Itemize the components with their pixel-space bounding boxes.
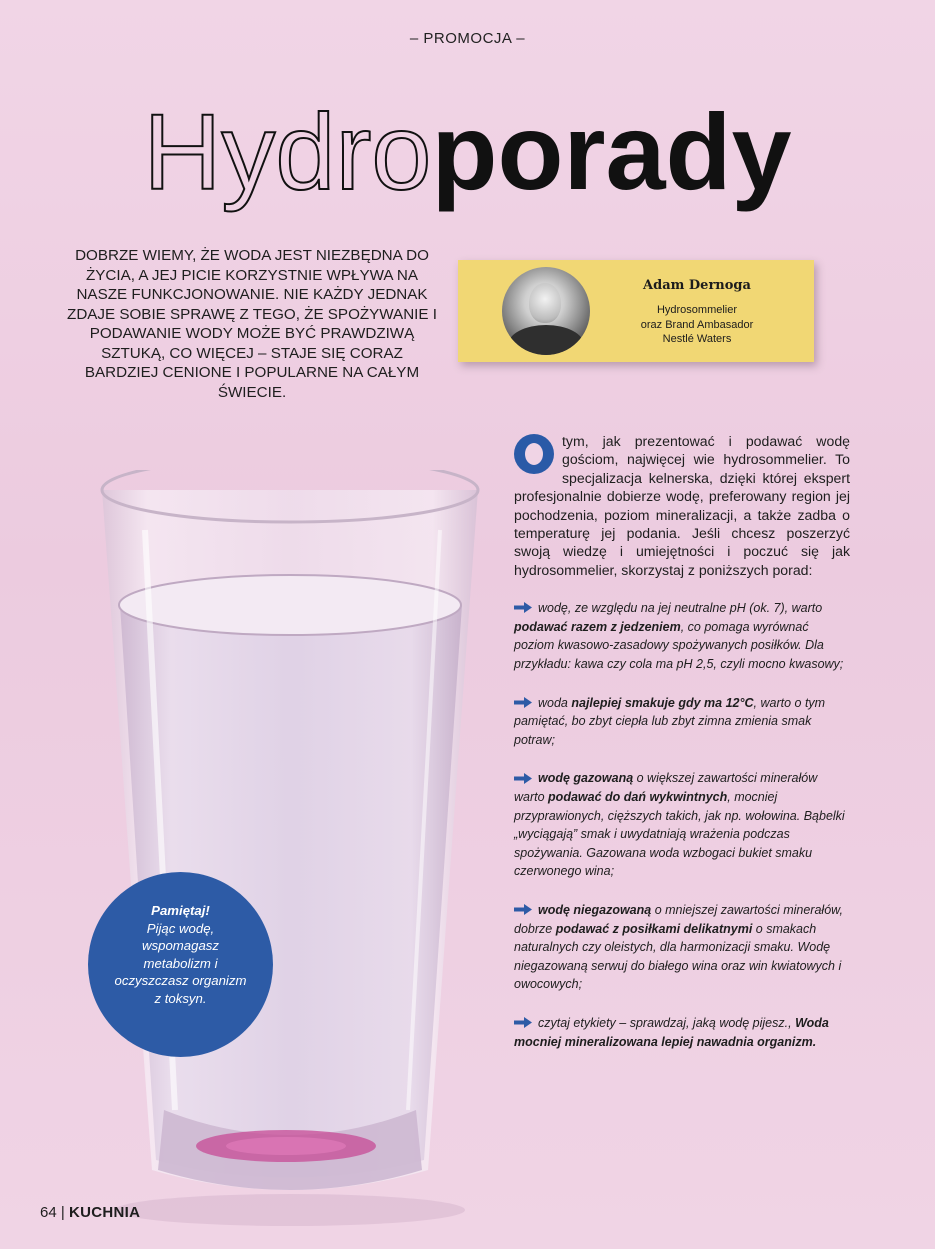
avatar xyxy=(502,267,590,355)
tip-emphasis: wodę gazowaną xyxy=(538,771,634,786)
tip-emphasis: Woda mocniej mineralizowana lepiej nawadnia organizm. xyxy=(514,1015,829,1049)
expert-role xyxy=(608,303,786,347)
tip-item xyxy=(514,1014,850,1051)
tip-emphasis: najlepiej smakuje gdy ma 12°C xyxy=(571,695,754,710)
tip-emphasis: podawać do dań wykwintnych xyxy=(548,790,728,804)
tip-item xyxy=(514,694,850,750)
tip-item xyxy=(514,901,850,994)
water-glass-illustration xyxy=(90,470,490,1230)
tip-text: wodę, ze względu na jej neutralne pH (ok. 7), warto xyxy=(538,601,823,616)
page-footer xyxy=(40,1204,140,1221)
expert-role-line: oraz Brand Ambasador xyxy=(640,318,754,331)
section-name: KUCHNIA xyxy=(68,1204,141,1221)
promo-label: – PROMOCJA – xyxy=(409,30,526,47)
expert-name: Adam Dernoga xyxy=(643,278,751,293)
tip-text: , warto o tym pamiętać, bo zbyt ciepła lub zbyt zimna zmienia smak potraw; xyxy=(514,695,826,747)
tip-text: o smakach naturalnych czy oleistych, dla harmonizacji smaku. Wodę niegazowaną serwuj do białego wina oraz win kwiatowych i owocowych; xyxy=(514,921,842,992)
avatar-head xyxy=(529,283,561,323)
reminder-text: Pijąc wodę, wspomagasz metabolizm i oczyszczasz organizm z toksyn. xyxy=(114,920,247,1006)
avatar-shoulders xyxy=(508,325,584,355)
intro-text: DOBRZE WIEMY, ŻE WODA JEST NIEZBĘDNA DO ŻYCIA, A JEJ PICIE KORZYSTNIE WPŁYWA NA NASZE FUNKCJONOWANIE. NIE KAŻDY JEDNAK ZDAJE SOBIE SPRAWĘ Z TEGO, ŻE SPOŻYWANIE I PODAWANIE WODY MOŻE BYĆ PRAWDZIWĄ SZTUKĄ, CO WIĘCEJ – STAJE SIĘ CORAZ BARDZIEJ CENIONE I POPULARNE NA CAŁYM ŚWIECIE. xyxy=(67,247,437,401)
arrow-right-icon xyxy=(514,773,532,784)
page-title xyxy=(0,91,935,212)
tip-text: czytaj etykiety – sprawdzaj, jaką wodę pijesz., xyxy=(538,1015,796,1030)
title-bold: porady xyxy=(431,91,792,212)
tip-emphasis: wodę niegazowaną xyxy=(538,902,652,917)
lead-paragraph xyxy=(514,432,850,579)
tip-text: woda xyxy=(538,695,572,710)
reminder-title: Pamiętaj! xyxy=(151,903,210,918)
tip-text: o mniejszej zawartości minerałów, dobrze xyxy=(514,902,843,936)
expert-role-line: Nestlé Waters xyxy=(662,333,732,345)
page-number: 64 xyxy=(40,1204,57,1221)
title-outline: Hydro xyxy=(143,91,432,212)
article-body xyxy=(514,432,850,1051)
tip-text: , mocniej przyprawionych, cięższych takich, jak np. wołowina. Bąbelki „wyciągają” smak i uwydatniają wrażenia podczas spożywania. Gazowana woda wzbogaci bukiet smaku czerwonego wina; xyxy=(514,790,845,879)
expert-card xyxy=(458,260,814,362)
reminder-badge xyxy=(88,872,273,1057)
tip-text: o większej zawartości minerałów warto xyxy=(514,771,818,804)
tip-item xyxy=(514,769,850,881)
arrow-right-icon xyxy=(514,602,532,613)
tip-emphasis: podawać z posiłkami delikatnymi xyxy=(555,921,753,936)
arrow-right-icon xyxy=(514,904,532,915)
dropcap-o xyxy=(514,434,554,474)
tip-item xyxy=(514,599,850,673)
footer-divider: | xyxy=(60,1204,65,1221)
tip-text: , co pomaga wyrównać poziom kwasowo-zasadowy spożywanych posiłków. Dla przykładu: kawa czy cola ma pH 2,5, czyli mocno kwasowy; xyxy=(514,619,844,672)
tip-emphasis: podawać razem z jedzeniem xyxy=(514,619,681,634)
arrow-right-icon xyxy=(514,697,532,708)
lead-text: tym, jak prezentować i podawać wodę gościom, najwięcej wie hydrosommelier. To specjalizacja kelnerska, dzięki której ekspert profesjonalnie dobierze wodę, preferowany region jej pochodzenia, poziom mineralizacji, a także zadba o temperaturę jej podania. Jeśli chcesz poszerzyć swoją wiedzę i umiejętności i poczuć się jak hydrosommelier, skorzystaj z poniższych porad: xyxy=(514,433,850,578)
arrow-right-icon xyxy=(514,1017,532,1028)
expert-role-line: Hydrosommelier xyxy=(656,304,738,316)
